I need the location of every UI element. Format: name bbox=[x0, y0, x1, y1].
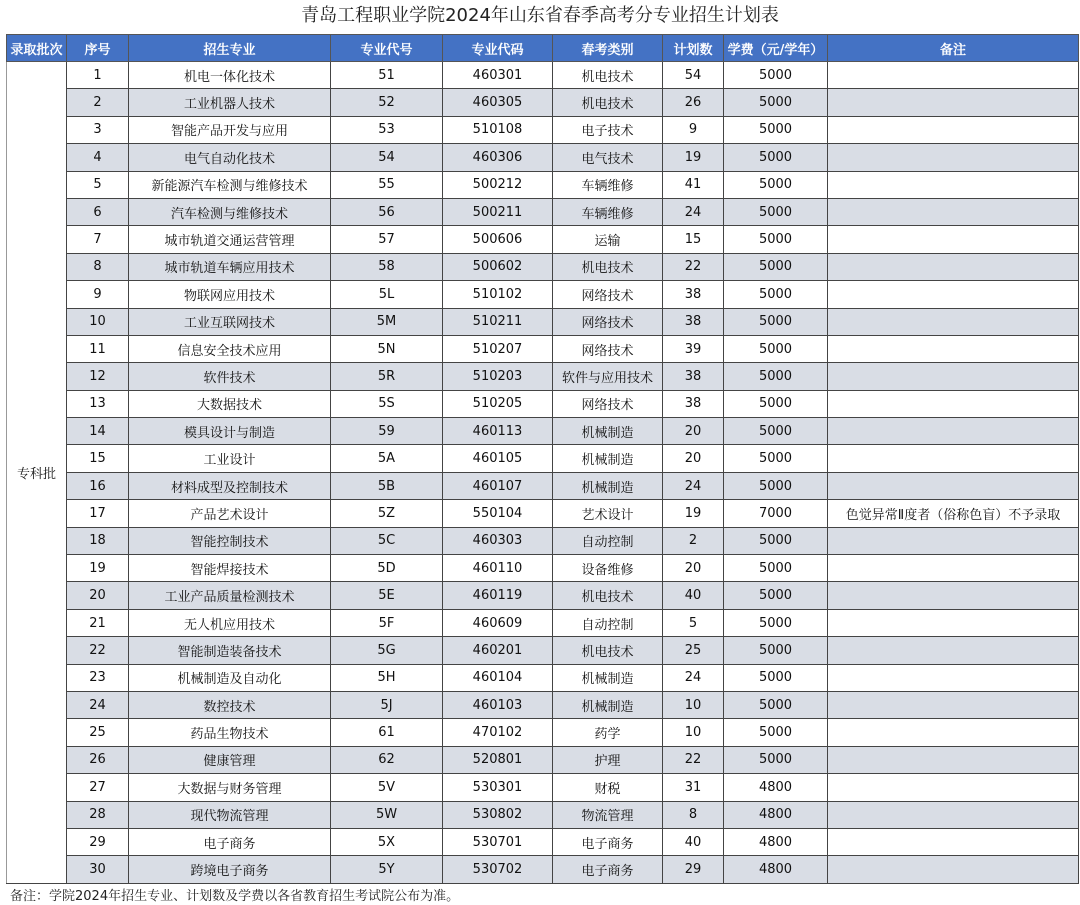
major-cell: 智能产品开发与应用 bbox=[129, 116, 331, 143]
major-cell: 城市轨道交通运营管理 bbox=[129, 226, 331, 253]
tuition-cell: 4800 bbox=[724, 801, 828, 828]
table-row bbox=[7, 691, 1079, 718]
major-cell: 城市轨道车辆应用技术 bbox=[129, 253, 331, 280]
plan-count-cell: 40 bbox=[663, 828, 724, 855]
tuition-cell: 5000 bbox=[724, 719, 828, 746]
major-cell: 大数据与财务管理 bbox=[129, 774, 331, 801]
plan-count-cell: 26 bbox=[663, 89, 724, 116]
serial-cell: 13 bbox=[67, 390, 129, 417]
major-cell: 数控技术 bbox=[129, 691, 331, 718]
tuition-cell: 5000 bbox=[724, 445, 828, 472]
category-cell: 电子技术 bbox=[553, 116, 663, 143]
column-header: 学费（元/学年） bbox=[724, 35, 828, 62]
table-row bbox=[7, 555, 1079, 582]
major-code-cell: 5H bbox=[331, 664, 443, 691]
tuition-cell: 5000 bbox=[724, 390, 828, 417]
program-code-cell: 460305 bbox=[443, 89, 553, 116]
remark-cell bbox=[828, 719, 1079, 746]
table-row bbox=[7, 281, 1079, 308]
program-code-cell: 460201 bbox=[443, 637, 553, 664]
plan-count-cell: 25 bbox=[663, 637, 724, 664]
major-code-cell: 59 bbox=[331, 418, 443, 445]
category-cell: 机电技术 bbox=[553, 637, 663, 664]
plan-count-cell: 24 bbox=[663, 664, 724, 691]
serial-cell: 3 bbox=[67, 116, 129, 143]
enrollment-plan-table bbox=[6, 34, 1079, 884]
category-cell: 财税 bbox=[553, 774, 663, 801]
program-code-cell: 510102 bbox=[443, 281, 553, 308]
program-code-cell: 510211 bbox=[443, 308, 553, 335]
major-code-cell: 5L bbox=[331, 281, 443, 308]
serial-cell: 4 bbox=[67, 144, 129, 171]
tuition-cell: 5000 bbox=[724, 691, 828, 718]
serial-cell: 2 bbox=[67, 89, 129, 116]
program-code-cell: 460303 bbox=[443, 527, 553, 554]
remark-cell bbox=[828, 445, 1079, 472]
major-cell: 药品生物技术 bbox=[129, 719, 331, 746]
serial-cell: 8 bbox=[67, 253, 129, 280]
table-row bbox=[7, 527, 1079, 554]
tuition-cell: 5000 bbox=[724, 308, 828, 335]
remark-cell bbox=[828, 226, 1079, 253]
plan-count-cell: 2 bbox=[663, 527, 724, 554]
program-code-cell: 510108 bbox=[443, 116, 553, 143]
plan-count-cell: 19 bbox=[663, 144, 724, 171]
serial-cell: 7 bbox=[67, 226, 129, 253]
major-code-cell: 55 bbox=[331, 171, 443, 198]
program-code-cell: 460105 bbox=[443, 445, 553, 472]
tuition-cell: 5000 bbox=[724, 418, 828, 445]
table-row bbox=[7, 363, 1079, 390]
major-cell: 物联网应用技术 bbox=[129, 281, 331, 308]
program-code-cell: 460110 bbox=[443, 555, 553, 582]
serial-cell: 20 bbox=[67, 582, 129, 609]
serial-cell: 17 bbox=[67, 500, 129, 527]
program-code-cell: 530702 bbox=[443, 856, 553, 883]
major-code-cell: 5Z bbox=[331, 500, 443, 527]
table-row bbox=[7, 89, 1079, 116]
table-row bbox=[7, 746, 1079, 773]
table-row bbox=[7, 144, 1079, 171]
remark-cell bbox=[828, 308, 1079, 335]
serial-cell: 24 bbox=[67, 691, 129, 718]
serial-cell: 10 bbox=[67, 308, 129, 335]
program-code-cell: 460119 bbox=[443, 582, 553, 609]
major-code-cell: 5S bbox=[331, 390, 443, 417]
remark-cell bbox=[828, 746, 1079, 773]
major-code-cell: 61 bbox=[331, 719, 443, 746]
tuition-cell: 5000 bbox=[724, 472, 828, 499]
remark-cell bbox=[828, 89, 1079, 116]
major-code-cell: 5J bbox=[331, 691, 443, 718]
plan-count-cell: 19 bbox=[663, 500, 724, 527]
program-code-cell: 500606 bbox=[443, 226, 553, 253]
table-row bbox=[7, 335, 1079, 362]
major-cell: 机电一体化技术 bbox=[129, 62, 331, 89]
serial-cell: 19 bbox=[67, 555, 129, 582]
serial-cell: 28 bbox=[67, 801, 129, 828]
remark-cell bbox=[828, 609, 1079, 636]
program-code-cell: 530701 bbox=[443, 828, 553, 855]
category-cell: 网络技术 bbox=[553, 335, 663, 362]
remark-cell bbox=[828, 582, 1079, 609]
tuition-cell: 5000 bbox=[724, 281, 828, 308]
tuition-cell: 4800 bbox=[724, 828, 828, 855]
major-code-cell: 5F bbox=[331, 609, 443, 636]
major-code-cell: 5E bbox=[331, 582, 443, 609]
category-cell: 网络技术 bbox=[553, 308, 663, 335]
category-cell: 车辆维修 bbox=[553, 198, 663, 225]
serial-cell: 23 bbox=[67, 664, 129, 691]
program-code-cell: 460107 bbox=[443, 472, 553, 499]
remark-cell bbox=[828, 281, 1079, 308]
program-code-cell: 530301 bbox=[443, 774, 553, 801]
column-header: 专业代码 bbox=[443, 35, 553, 62]
major-cell: 跨境电子商务 bbox=[129, 856, 331, 883]
remark-cell bbox=[828, 198, 1079, 225]
remark-cell bbox=[828, 856, 1079, 883]
table-row bbox=[7, 445, 1079, 472]
tuition-cell: 4800 bbox=[724, 856, 828, 883]
category-cell: 设备维修 bbox=[553, 555, 663, 582]
plan-count-cell: 10 bbox=[663, 691, 724, 718]
major-cell: 大数据技术 bbox=[129, 390, 331, 417]
table-row bbox=[7, 801, 1079, 828]
program-code-cell: 500212 bbox=[443, 171, 553, 198]
category-cell: 药学 bbox=[553, 719, 663, 746]
major-code-cell: 5G bbox=[331, 637, 443, 664]
major-code-cell: 58 bbox=[331, 253, 443, 280]
plan-count-cell: 5 bbox=[663, 609, 724, 636]
category-cell: 网络技术 bbox=[553, 390, 663, 417]
remark-cell bbox=[828, 691, 1079, 718]
program-code-cell: 460609 bbox=[443, 609, 553, 636]
tuition-cell: 5000 bbox=[724, 253, 828, 280]
plan-count-cell: 20 bbox=[663, 555, 724, 582]
serial-cell: 29 bbox=[67, 828, 129, 855]
plan-count-cell: 40 bbox=[663, 582, 724, 609]
serial-cell: 25 bbox=[67, 719, 129, 746]
remark-cell bbox=[828, 62, 1079, 89]
plan-count-cell: 24 bbox=[663, 198, 724, 225]
remark-cell bbox=[828, 801, 1079, 828]
tuition-cell: 5000 bbox=[724, 527, 828, 554]
major-code-cell: 5A bbox=[331, 445, 443, 472]
category-cell: 车辆维修 bbox=[553, 171, 663, 198]
column-header: 专业代号 bbox=[331, 35, 443, 62]
major-cell: 电子商务 bbox=[129, 828, 331, 855]
major-code-cell: 53 bbox=[331, 116, 443, 143]
major-code-cell: 52 bbox=[331, 89, 443, 116]
tuition-cell: 5000 bbox=[724, 116, 828, 143]
plan-count-cell: 41 bbox=[663, 171, 724, 198]
column-header: 备注 bbox=[828, 35, 1079, 62]
remark-cell bbox=[828, 171, 1079, 198]
serial-cell: 11 bbox=[67, 335, 129, 362]
remark-cell bbox=[828, 774, 1079, 801]
plan-count-cell: 22 bbox=[663, 746, 724, 773]
tuition-cell: 5000 bbox=[724, 226, 828, 253]
remark-cell bbox=[828, 116, 1079, 143]
major-cell: 工业产品质量检测技术 bbox=[129, 582, 331, 609]
tuition-cell: 5000 bbox=[724, 746, 828, 773]
plan-count-cell: 10 bbox=[663, 719, 724, 746]
category-cell: 电气技术 bbox=[553, 144, 663, 171]
remark-cell bbox=[828, 527, 1079, 554]
plan-count-cell: 24 bbox=[663, 472, 724, 499]
category-cell: 物流管理 bbox=[553, 801, 663, 828]
serial-cell: 26 bbox=[67, 746, 129, 773]
category-cell: 自动控制 bbox=[553, 527, 663, 554]
category-cell: 护理 bbox=[553, 746, 663, 773]
serial-cell: 6 bbox=[67, 198, 129, 225]
category-cell: 机电技术 bbox=[553, 89, 663, 116]
major-cell: 现代物流管理 bbox=[129, 801, 331, 828]
major-cell: 智能焊接技术 bbox=[129, 555, 331, 582]
tuition-cell: 5000 bbox=[724, 171, 828, 198]
program-code-cell: 460103 bbox=[443, 691, 553, 718]
tuition-cell: 4800 bbox=[724, 774, 828, 801]
table-row bbox=[7, 774, 1079, 801]
plan-count-cell: 39 bbox=[663, 335, 724, 362]
remark-cell bbox=[828, 363, 1079, 390]
table-row bbox=[7, 719, 1079, 746]
category-cell: 机电技术 bbox=[553, 253, 663, 280]
major-code-cell: 5B bbox=[331, 472, 443, 499]
serial-cell: 22 bbox=[67, 637, 129, 664]
table-row bbox=[7, 226, 1079, 253]
serial-cell: 12 bbox=[67, 363, 129, 390]
remark-cell bbox=[828, 418, 1079, 445]
major-code-cell: 5V bbox=[331, 774, 443, 801]
serial-cell: 15 bbox=[67, 445, 129, 472]
plan-count-cell: 20 bbox=[663, 418, 724, 445]
major-cell: 汽车检测与维修技术 bbox=[129, 198, 331, 225]
major-cell: 工业设计 bbox=[129, 445, 331, 472]
category-cell: 机电技术 bbox=[553, 582, 663, 609]
plan-count-cell: 38 bbox=[663, 281, 724, 308]
major-code-cell: 5W bbox=[331, 801, 443, 828]
tuition-cell: 5000 bbox=[724, 363, 828, 390]
batch-cell: 专科批 bbox=[7, 62, 67, 884]
column-header: 录取批次 bbox=[7, 35, 67, 62]
program-code-cell: 520801 bbox=[443, 746, 553, 773]
table-row bbox=[7, 856, 1079, 883]
tuition-cell: 5000 bbox=[724, 555, 828, 582]
major-cell: 无人机应用技术 bbox=[129, 609, 331, 636]
plan-count-cell: 38 bbox=[663, 390, 724, 417]
major-cell: 工业机器人技术 bbox=[129, 89, 331, 116]
tuition-cell: 5000 bbox=[724, 637, 828, 664]
program-code-cell: 460113 bbox=[443, 418, 553, 445]
table-row bbox=[7, 582, 1079, 609]
category-cell: 机械制造 bbox=[553, 664, 663, 691]
column-header: 招生专业 bbox=[129, 35, 331, 62]
serial-cell: 5 bbox=[67, 171, 129, 198]
category-cell: 机械制造 bbox=[553, 418, 663, 445]
plan-count-cell: 38 bbox=[663, 308, 724, 335]
table-row bbox=[7, 116, 1079, 143]
serial-cell: 27 bbox=[67, 774, 129, 801]
program-code-cell: 510203 bbox=[443, 363, 553, 390]
category-cell: 机械制造 bbox=[553, 691, 663, 718]
program-code-cell: 460306 bbox=[443, 144, 553, 171]
program-code-cell: 460104 bbox=[443, 664, 553, 691]
remark-cell bbox=[828, 828, 1079, 855]
table-row bbox=[7, 828, 1079, 855]
plan-count-cell: 15 bbox=[663, 226, 724, 253]
major-code-cell: 5Y bbox=[331, 856, 443, 883]
plan-count-cell: 29 bbox=[663, 856, 724, 883]
category-cell: 网络技术 bbox=[553, 281, 663, 308]
table-row bbox=[7, 609, 1079, 636]
major-cell: 智能控制技术 bbox=[129, 527, 331, 554]
remark-cell bbox=[828, 472, 1079, 499]
major-code-cell: 5C bbox=[331, 527, 443, 554]
table-row bbox=[7, 500, 1079, 527]
tuition-cell: 5000 bbox=[724, 609, 828, 636]
plan-count-cell: 9 bbox=[663, 116, 724, 143]
serial-cell: 18 bbox=[67, 527, 129, 554]
program-code-cell: 530802 bbox=[443, 801, 553, 828]
tuition-cell: 5000 bbox=[724, 144, 828, 171]
serial-cell: 30 bbox=[67, 856, 129, 883]
serial-cell: 21 bbox=[67, 609, 129, 636]
major-cell: 健康管理 bbox=[129, 746, 331, 773]
table-row bbox=[7, 171, 1079, 198]
plan-count-cell: 20 bbox=[663, 445, 724, 472]
category-cell: 自动控制 bbox=[553, 609, 663, 636]
major-code-cell: 51 bbox=[331, 62, 443, 89]
tuition-cell: 5000 bbox=[724, 582, 828, 609]
table-row bbox=[7, 472, 1079, 499]
category-cell: 电子商务 bbox=[553, 856, 663, 883]
remark-cell bbox=[828, 637, 1079, 664]
table-row bbox=[7, 253, 1079, 280]
serial-cell: 9 bbox=[67, 281, 129, 308]
major-code-cell: 57 bbox=[331, 226, 443, 253]
table-row bbox=[7, 418, 1079, 445]
program-code-cell: 550104 bbox=[443, 500, 553, 527]
major-code-cell: 5D bbox=[331, 555, 443, 582]
major-cell: 产品艺术设计 bbox=[129, 500, 331, 527]
major-code-cell: 56 bbox=[331, 198, 443, 225]
major-code-cell: 62 bbox=[331, 746, 443, 773]
table-row bbox=[7, 62, 1079, 89]
major-cell: 工业互联网技术 bbox=[129, 308, 331, 335]
category-cell: 机械制造 bbox=[553, 445, 663, 472]
remark-cell: 色觉异常Ⅱ度者（俗称色盲）不予录取 bbox=[828, 500, 1079, 527]
remark-cell bbox=[828, 664, 1079, 691]
table-header-row bbox=[7, 35, 1079, 62]
category-cell: 艺术设计 bbox=[553, 500, 663, 527]
table-row bbox=[7, 308, 1079, 335]
plan-count-cell: 54 bbox=[663, 62, 724, 89]
tuition-cell: 5000 bbox=[724, 89, 828, 116]
column-header: 计划数 bbox=[663, 35, 724, 62]
table-row bbox=[7, 664, 1079, 691]
tuition-cell: 5000 bbox=[724, 335, 828, 362]
major-code-cell: 54 bbox=[331, 144, 443, 171]
category-cell: 电子商务 bbox=[553, 828, 663, 855]
page-title: 青岛工程职业学院2024年山东省春季高考分专业招生计划表 bbox=[301, 5, 779, 26]
major-code-cell: 5X bbox=[331, 828, 443, 855]
plan-count-cell: 22 bbox=[663, 253, 724, 280]
plan-count-cell: 38 bbox=[663, 363, 724, 390]
program-code-cell: 500211 bbox=[443, 198, 553, 225]
remark-cell bbox=[828, 253, 1079, 280]
remark-cell bbox=[828, 555, 1079, 582]
footer-note: 备注：学院2024年招生专业、计划数及学费以各省教育招生考试院公布为准。 bbox=[10, 889, 460, 904]
tuition-cell: 7000 bbox=[724, 500, 828, 527]
plan-count-cell: 8 bbox=[663, 801, 724, 828]
category-cell: 运输 bbox=[553, 226, 663, 253]
category-cell: 机械制造 bbox=[553, 472, 663, 499]
remark-cell bbox=[828, 335, 1079, 362]
major-cell: 软件技术 bbox=[129, 363, 331, 390]
tuition-cell: 5000 bbox=[724, 198, 828, 225]
major-cell: 信息安全技术应用 bbox=[129, 335, 331, 362]
table-row bbox=[7, 198, 1079, 225]
column-header: 春考类别 bbox=[553, 35, 663, 62]
category-cell: 软件与应用技术 bbox=[553, 363, 663, 390]
table-row bbox=[7, 390, 1079, 417]
program-code-cell: 460301 bbox=[443, 62, 553, 89]
major-code-cell: 5R bbox=[331, 363, 443, 390]
major-code-cell: 5N bbox=[331, 335, 443, 362]
program-code-cell: 500602 bbox=[443, 253, 553, 280]
program-code-cell: 510207 bbox=[443, 335, 553, 362]
major-cell: 机械制造及自动化 bbox=[129, 664, 331, 691]
serial-cell: 1 bbox=[67, 62, 129, 89]
major-cell: 智能制造装备技术 bbox=[129, 637, 331, 664]
column-header: 序号 bbox=[67, 35, 129, 62]
serial-cell: 14 bbox=[67, 418, 129, 445]
major-cell: 模具设计与制造 bbox=[129, 418, 331, 445]
plan-count-cell: 31 bbox=[663, 774, 724, 801]
major-cell: 材料成型及控制技术 bbox=[129, 472, 331, 499]
remark-cell bbox=[828, 390, 1079, 417]
major-cell: 电气自动化技术 bbox=[129, 144, 331, 171]
table-row bbox=[7, 637, 1079, 664]
category-cell: 机电技术 bbox=[553, 62, 663, 89]
program-code-cell: 510205 bbox=[443, 390, 553, 417]
tuition-cell: 5000 bbox=[724, 664, 828, 691]
tuition-cell: 5000 bbox=[724, 62, 828, 89]
remark-cell bbox=[828, 144, 1079, 171]
serial-cell: 16 bbox=[67, 472, 129, 499]
major-code-cell: 5M bbox=[331, 308, 443, 335]
major-cell: 新能源汽车检测与维修技术 bbox=[129, 171, 331, 198]
program-code-cell: 470102 bbox=[443, 719, 553, 746]
